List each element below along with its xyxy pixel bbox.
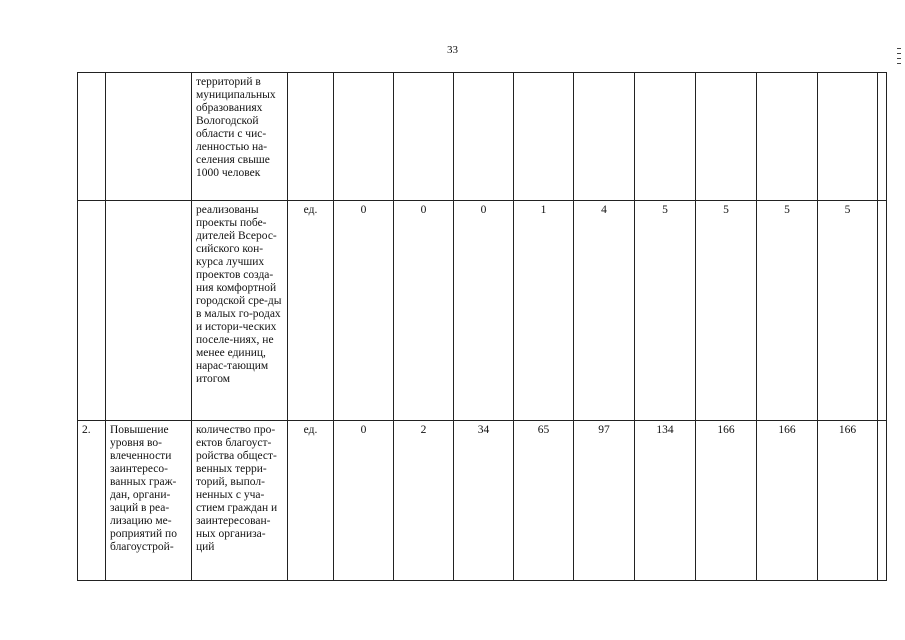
table-row [78,201,887,421]
value-cell: 5 [818,201,878,421]
value-cell [878,73,887,201]
value-cell [878,201,887,421]
value-cell: 166 [757,421,818,581]
goal-cell: Повышение уровня во-влеченности заинтересо-ванных граж-дан, органи-заций в реа-лизацию ме-роприятий по благоустрой- [106,421,192,581]
table-row [78,73,887,201]
goal-cell [106,201,192,421]
indicator-cell: территорий в муниципальных образованиях Вологодской области с чис-ленностью на-селения свыше 1000 человек [192,73,288,201]
value-cell [394,73,454,201]
value-cell: 0 [394,201,454,421]
value-cell: 97 [574,421,635,581]
value-cell [635,73,696,201]
value-cell: 5 [635,201,696,421]
value-cell [574,73,635,201]
value-cell: 5 [757,201,818,421]
value-cell [878,421,887,581]
row-index-cell [78,73,106,201]
unit-cell: ед. [288,421,334,581]
indicators-table [77,72,887,581]
value-cell: 1 [514,201,574,421]
value-cell: 166 [696,421,757,581]
unit-cell [288,73,334,201]
value-cell [818,73,878,201]
value-cell [454,73,514,201]
value-cell: 134 [635,421,696,581]
value-cell [696,73,757,201]
page-number: 33 [447,44,458,56]
unit-cell: ед. [288,201,334,421]
indicator-cell: количество про-ектов благоуст-ройства общест-венных терри-торий, выпол-ненных с уча-стием граждан и заинтересован-ных организа-ций [192,421,288,581]
table-row [78,421,887,581]
indicator-cell: реализованы проекты побе-дителей Всерос-сийского кон-курса лучших проектов созда-ния комфортной городской сре-ды в малых го-родах и истори-ческих поселе-ниях, не менее единиц, нарас-тающим итогом [192,201,288,421]
scan-marks [897,48,903,80]
row-index-cell [78,201,106,421]
value-cell: 0 [334,201,394,421]
row-index-cell: 2. [78,421,106,581]
value-cell [334,73,394,201]
value-cell: 34 [454,421,514,581]
value-cell: 0 [334,421,394,581]
value-cell [757,73,818,201]
value-cell: 4 [574,201,635,421]
goal-cell [106,73,192,201]
value-cell: 65 [514,421,574,581]
value-cell: 5 [696,201,757,421]
value-cell: 0 [454,201,514,421]
value-cell: 166 [818,421,878,581]
value-cell: 2 [394,421,454,581]
value-cell [514,73,574,201]
